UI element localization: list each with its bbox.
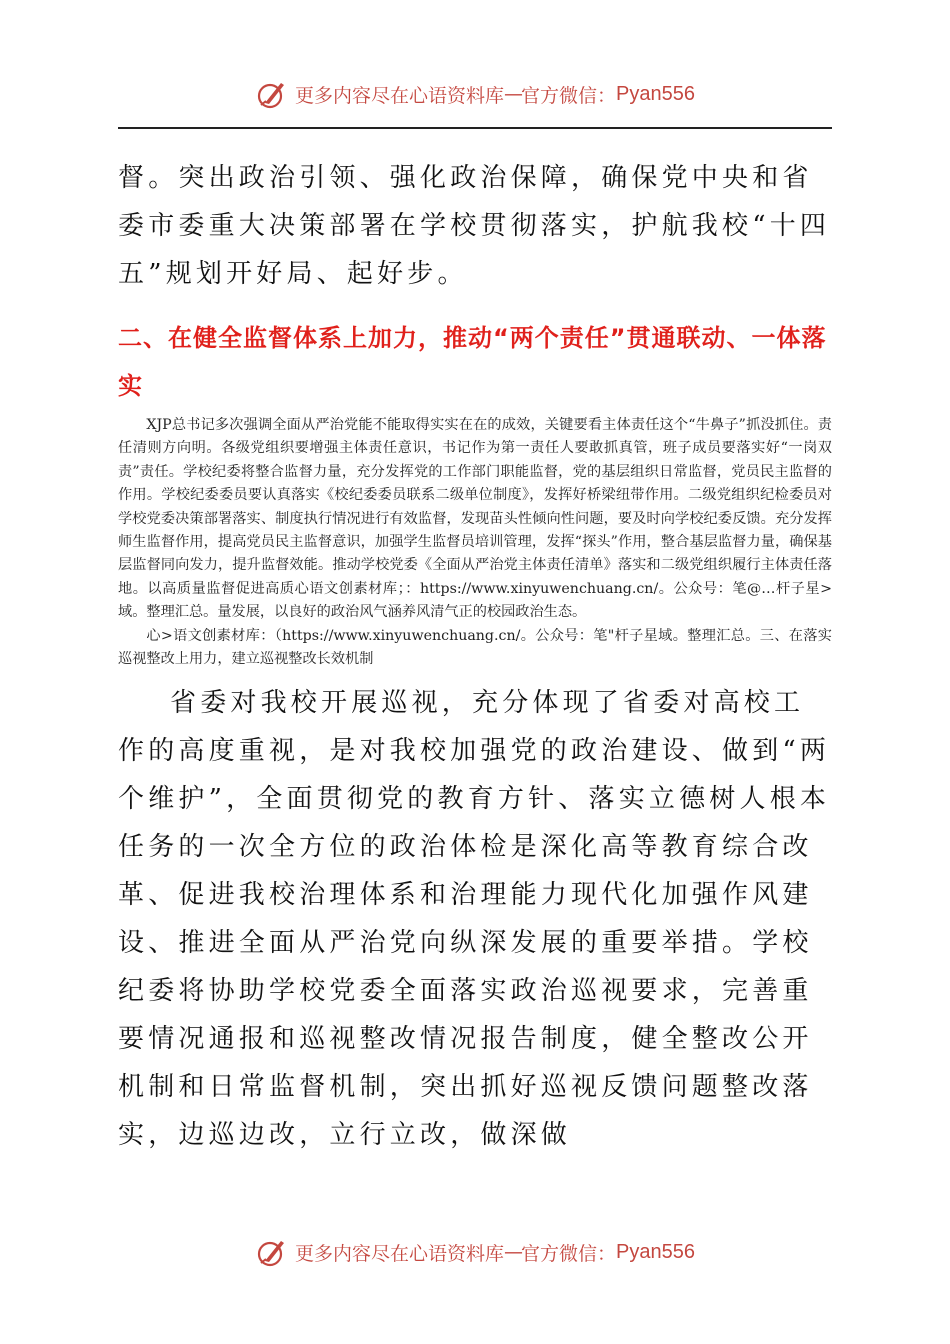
quill-pen-logo-icon [255,1235,289,1269]
watermark-dash: — [504,83,522,105]
paragraph-small-2: 心>语文创素材库：（https://www.xinyuwenchuang.cn/。公众号：笔"杆子星域。整理汇总。三、在落实巡视整改上用力，建立巡视整改长效机制 [118,627,832,668]
quill-pen-logo-icon [255,77,289,111]
watermark-wechat-label: 官方微信： [521,84,617,107]
watermark-wechat-id: Pyan556 [616,82,695,105]
footer-watermark [0,1232,950,1272]
watermark-dash: — [504,1241,522,1263]
watermark-wechat-label: 官方微信： [521,1242,617,1265]
header-watermark [0,74,950,114]
paragraph-small-1: XJP总书记多次强调全面从严治党能不能取得实实在在的成效，关键要看主体责任这个“牛鼻子”抓没抓住。责任清则方向明。各级党组织要增强主体责任意识，书记作为第一责任人要敢抓真管，班子成员要落实好“一岗双责”责任。学校纪委将整合监督力量，充分发挥党的工作部门职能监督，党的基层组织日常监督，党员民主监督的作用。学校纪委委员要认真落实《校纪委委员联系二级单位制度》，发挥好桥梁纽带作用。二级党组织纪检委员对学校党委决策部署落实、制度执行情况进行有效监督，发现苗头性倾向性问题，要及时向学校纪委反馈。充分发挥师生监督作用，提高党员民主监督意识，加强学生监督员培训管理，发挥“探头”作用，整合基层监督力量，确保基层监督同向发力，提升监督效能。推动学校党委《全面从严治党主体责任清单》落实和二级党组织履行主体责任落地。以高质量监督促进高质心语文创素材库；：https://www.xinyuwenchuang.cn/。公众号：笔@…杆子星>域。整理汇总。量发展，以良好的政治风气涵养风清气正的校园政治生态。 [118,417,832,621]
paragraph-continuation: 督。突出政治引领、强化政治保障，确保党中央和省委市委重大决策部署在学校贯彻落实，护航我校“十四五”规划开好局、起好步。 [118,163,831,289]
section-heading-2: 二、在健全监督体系上加力，推动“两个责任”贯通联动、一体落实 [118,324,827,400]
watermark-site-text: 更多内容尽在心语资料库 [295,1242,505,1265]
watermark-site-text: 更多内容尽在心语资料库 [295,84,505,107]
watermark-wechat-id: Pyan556 [616,1240,695,1263]
page-body [118,154,832,1159]
header-divider [118,127,832,129]
paragraph-inspection: 省委对我校开展巡视，充分体现了省委对高校工作的高度重视，是对我校加强党的政治建设、做到“两个维护”，全面贯彻党的教育方针、落实立德树人根本任务的一次全方位的政治体检是深化高等教育综合改革、促进我校治理体系和治理能力现代化加强作风建设、推进全面从严治党向纵深发展的重要举措。学校纪委将协助学校党委全面落实政治巡视要求，完善重要情况通报和巡视整改情况报告制度，健全整改公开机制和日常监督机制，突出抓好巡视反馈问题整改落实，边巡边改，立行立改，做深做 [118,688,831,1151]
